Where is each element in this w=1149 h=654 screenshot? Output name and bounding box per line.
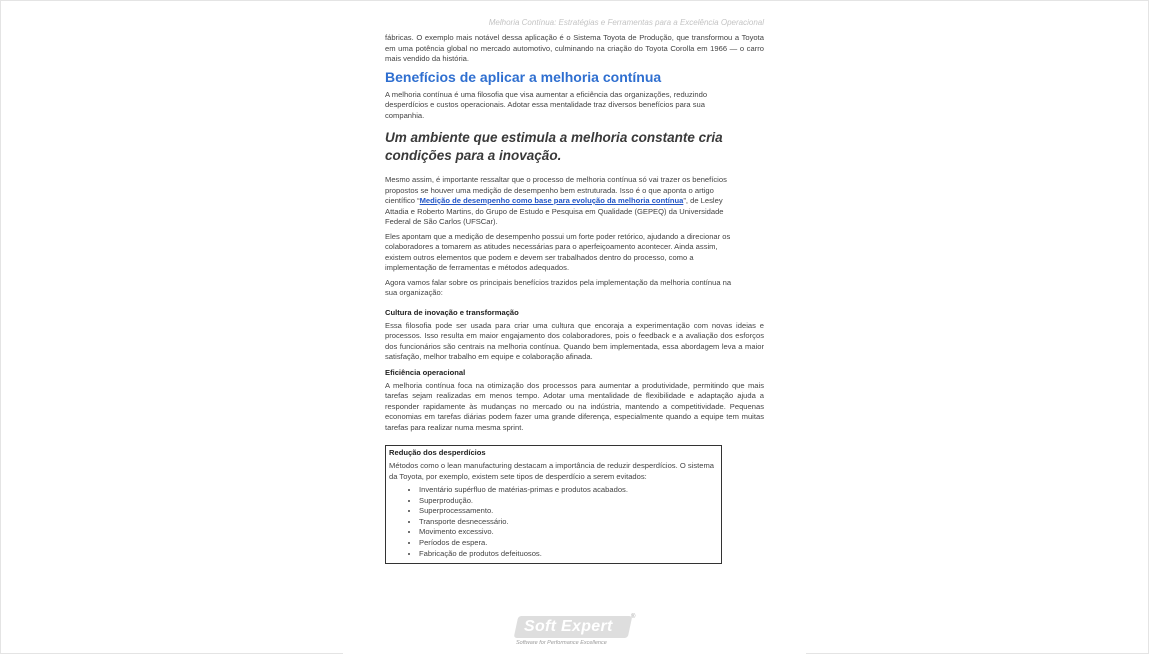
- list-item: • Superprodução.: [419, 496, 718, 507]
- list-item: • Fabricação de produtos defeituosos.: [419, 549, 718, 560]
- list-item: • Movimento excessivo.: [419, 527, 718, 538]
- pull-quote: Um ambiente que estimula a melhoria constante cria condições para a inovação.: [385, 130, 723, 163]
- running-header: Melhoria Contínua: Estratégias e Ferramentas para a Excelência Operacional: [488, 18, 764, 27]
- document-page: [343, 12, 806, 654]
- logo-registered-mark: ®: [631, 614, 636, 620]
- waste-list: [389, 485, 718, 559]
- paragraph-2-start: Mesmo assim, é importante ressaltar que o processo de melhoria contínua só vai trazer os benefícios propostos se houver uma medição de desempenho bem estruturada. Isso é o que aponta o artigo científico “: [385, 175, 727, 205]
- waste-heading: Redução dos desperdícios: [389, 448, 486, 457]
- culture-paragraph: Essa filosofia pode ser usada para criar uma cultura que encoraja a experimentação com novas ideias e processos. Isso resulta em maior engajamento dos colaboradores, pois o feedback e a avaliação dos esforços dos funcionários são centrais na melhoria contínua. Quando bem implementada, essa abordagem leva a maior satisfação, melhor trabalho em equipe e colaboração afinada.: [385, 320, 764, 361]
- waste-paragraph: Métodos como o lean manufacturing destacam a importância de reduzir desperdícios. O sistema da Toyota, por exemplo, existem sete tipos de desperdício a serem evitados:: [389, 461, 715, 481]
- list-item: • Transporte desnecessário.: [419, 517, 718, 528]
- logo-tagline: Software for Performance Excellence: [516, 640, 607, 646]
- paragraph-1: A melhoria contínua é uma filosofia que visa aumentar a eficiência das organizações, reduzindo desperdícios e custos operacionais. Adotar essa mentalidade traz diversos benefícios para sua companhia.: [385, 89, 708, 120]
- list-item: • Períodos de espera.: [419, 538, 718, 549]
- paragraph-4: Agora vamos falar sobre os principais benefícios trazidos pela implementação da melhoria contínua na sua organização:: [385, 277, 732, 297]
- page-content: [385, 33, 764, 564]
- paragraph-2-end: ”, de Lesley Attadia e Roberto Martins, do Grupo de Estudo e Pesquisa em Qualidade (GEPEQ) da Universidade Federal de São Carlos (UFSCar).: [385, 196, 724, 226]
- section-heading: Benefícios de aplicar a melhoria contínua: [385, 68, 662, 85]
- list-item: • Superprocessamento.: [419, 506, 718, 517]
- softexpert-logo: [516, 616, 636, 648]
- article-link[interactable]: Medição de desempenho como base para evolução da melhoria contínua: [419, 196, 684, 205]
- paragraph-3: Eles apontam que a medição de desempenho possui um forte poder retórico, ajudando a direcionar os colaboradores a tomarem as atitudes necessárias para o aperfeiçoamento acontecer. Ainda assim, existem outros elementos que podem e devem ser trabalhados dentro do processo, como a implementação de ferramentas e métodos adequados.: [385, 231, 731, 272]
- efficiency-paragraph: A melhoria contínua foca na otimização dos processos para aumentar a produtividade, permitindo que mais tarefas sejam realizadas em menos tempo. Adotar uma mentalidade de flexibilidade e adaptação ajuda a responder rapidamente às mudanças no mercado ou na indústria, mantendo a competitividade. Pequenas economias em tarefas diárias podem fazer uma grande diferença, especialmente quando a equipe tem muitas tarefas para realizar numa mesma sprint.: [385, 380, 764, 432]
- paragraph-2: [385, 175, 743, 228]
- intro-paragraph: fábricas. O exemplo mais notável dessa aplicação é o Sistema Toyota de Produção, que transformou a Toyota em uma potência global no mercado automotivo, culminando na criação do Toyota Corolla em 1966 — o carro mais vendido da história.: [385, 33, 764, 63]
- list-item: • Inventário supérfluo de matérias-primas e produtos acabados.: [419, 485, 718, 496]
- waste-box: [385, 445, 722, 564]
- logo-text: Soft Expert: [524, 618, 613, 635]
- culture-heading: Cultura de inovação e transformação: [385, 307, 519, 317]
- efficiency-heading: Eficiência operacional: [385, 367, 466, 377]
